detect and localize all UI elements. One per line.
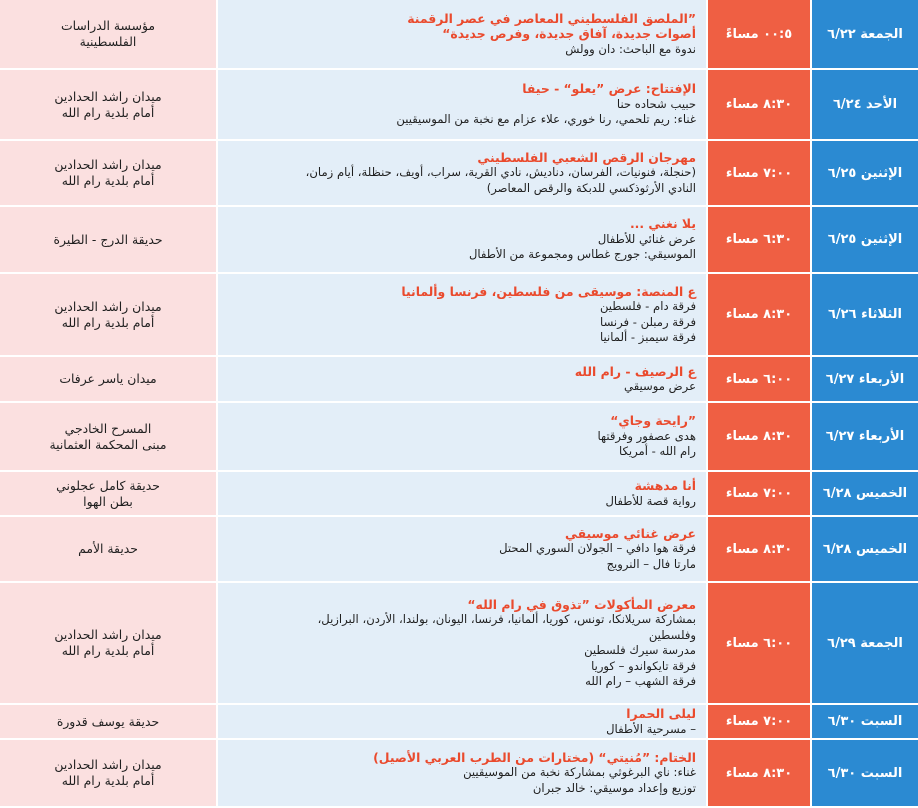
event-detail: غناء: ناي البرغوثي بمشاركة نخبة من الموسيقيين xyxy=(463,765,696,780)
schedule-row xyxy=(0,403,918,472)
venue-line: حديقة الأمم xyxy=(78,541,138,556)
venue-line: ميدان راشد الحدادين xyxy=(54,757,162,772)
event-title: ليلى الحمرا xyxy=(626,706,696,721)
venue-line: أمام بلدية رام الله xyxy=(61,773,155,788)
event-cell xyxy=(216,740,706,806)
venue-line: مبنى المحكمة العثمانية xyxy=(49,436,167,452)
event-detail: الموسيقي: جورج غطاس ومجموعة من الأطفال xyxy=(468,247,696,262)
event-detail: فرقة تايكواندو – كوريا xyxy=(591,658,696,673)
venue-line: ميدان راشد الحدادين xyxy=(54,627,162,642)
event-cell xyxy=(216,207,706,272)
day-date-cell: الجمعة ٦/٢٢ xyxy=(810,0,918,68)
venue-cell xyxy=(0,705,216,738)
event-cell xyxy=(216,705,706,738)
event-cell xyxy=(216,403,706,470)
event-cell xyxy=(216,70,706,139)
venue-cell xyxy=(0,70,216,139)
venue-cell xyxy=(0,583,216,703)
event-detail: فرقة سيمبز - ألمانيا xyxy=(600,330,696,344)
schedule-row xyxy=(0,274,918,357)
event-detail: وفلسطين xyxy=(648,627,696,642)
day-date-cell: الثلاثاء ٦/٢٦ xyxy=(810,274,918,355)
day-date-cell: الأحد ٦/٢٤ xyxy=(810,70,918,139)
event-title: أنا مدهشة xyxy=(634,478,696,493)
venue-line: المسرح الخادجي xyxy=(64,420,152,436)
time-cell: ٧:٠٠ مساء xyxy=(706,705,810,738)
event-detail: النادي الأرثوذكسي للدبكة والرقص المعاصر) xyxy=(486,180,696,195)
event-detail: توزيع وإعداد موسيقي: خالد جبران xyxy=(532,780,696,795)
event-detail: فرقة دام - فلسطين xyxy=(599,299,696,314)
venue-line: حديقة كامل عجلوني xyxy=(56,477,160,493)
schedule-row xyxy=(0,0,918,70)
venue-cell xyxy=(0,274,216,355)
venue-cell xyxy=(0,740,216,806)
event-title: يلا نغني ... xyxy=(629,216,696,232)
venue-line: أمام بلدية رام الله xyxy=(61,173,155,188)
event-cell xyxy=(216,472,706,515)
event-detail: حبيب شحاده حنا xyxy=(616,96,696,111)
time-cell: ٠٠:٥ مساءً xyxy=(706,0,810,68)
event-title: الإفتتاح: عرض ”يعلو“ - حيفا xyxy=(522,81,696,97)
event-title: مهرجان الرقص الشعبي الفلسطيني xyxy=(477,149,696,165)
schedule-row xyxy=(0,70,918,141)
time-cell: ٨:٣٠ مساء xyxy=(706,740,810,806)
time-cell: ٨:٣٠ مساء xyxy=(706,517,810,581)
venue-line: أمام بلدية رام الله xyxy=(61,643,155,658)
day-date-cell: الإثنين ٦/٢٥ xyxy=(810,207,918,272)
event-cell xyxy=(216,517,706,581)
time-cell: ٨:٣٠ مساء xyxy=(706,70,810,139)
event-detail: ندوة مع الباحث: دان وولش xyxy=(565,41,696,56)
schedule-row xyxy=(0,740,918,808)
venue-line: مؤسسة الدراسات xyxy=(60,18,156,33)
venue-line: حديقة يوسف قدورة xyxy=(56,713,160,729)
event-detail: عرض غنائي للأطفال xyxy=(597,231,696,246)
schedule-row xyxy=(0,517,918,583)
event-title: عرض غنائي موسيقي xyxy=(565,525,696,541)
day-date-cell: الأربعاء ٦/٢٧ xyxy=(810,403,918,470)
event-detail: رواية قصة للأطفال xyxy=(605,493,696,508)
event-title: ع الرصيف - رام الله xyxy=(574,363,696,379)
venue-line: ميدان راشد الحدادين xyxy=(54,88,162,104)
event-cell xyxy=(216,274,706,355)
event-cell xyxy=(216,0,706,68)
event-detail: عرض موسيقي xyxy=(624,379,696,394)
venue-cell xyxy=(0,207,216,272)
venue-line: ميدان راشد الحدادين xyxy=(54,298,162,314)
event-title: أصوات جديدة، آفاق جديدة، وفرص جديدة“ xyxy=(442,26,696,42)
event-detail: (حنجلة، فنونيات، الفرسان، دناديش، نادي القرية، سراب، أويف، حنظلة، أيام زمان، xyxy=(305,165,696,180)
venue-line: ميدان راشد الحدادين xyxy=(54,157,162,172)
event-title: ”رايحة وجاي“ xyxy=(610,413,696,429)
day-date-cell: الخميس ٦/٢٨ xyxy=(810,517,918,581)
schedule-row xyxy=(0,583,918,705)
time-cell: ٦:٠٠ مساء xyxy=(706,583,810,703)
event-title: معرض المأكولات ”تذوق في رام الله“ xyxy=(467,596,696,612)
venue-line: ميدان ياسر عرفات xyxy=(59,371,157,386)
day-date-cell: الخميس ٦/٢٨ xyxy=(810,472,918,515)
venue-cell xyxy=(0,517,216,581)
event-detail: مارتا فال – النرويج xyxy=(606,556,696,571)
time-cell: ٧:٠٠ مساء xyxy=(706,472,810,515)
schedule-row xyxy=(0,207,918,274)
schedule-row xyxy=(0,141,918,207)
time-cell: ٦:٠٠ مساء xyxy=(706,357,810,401)
event-detail: فرقة الشهب – رام الله xyxy=(585,673,696,688)
venue-cell xyxy=(0,403,216,470)
event-cell xyxy=(216,141,706,205)
time-cell: ٧:٠٠ مساء xyxy=(706,141,810,205)
event-detail: رام الله - أمريكا xyxy=(618,444,696,459)
venue-line: حديقة الدرج - الطيرة xyxy=(53,231,163,247)
event-title: ع المنصة: موسيقى من فلسطين، فرنسا وألمانيا xyxy=(401,283,696,299)
schedule-row xyxy=(0,705,918,740)
day-date-cell: الأربعاء ٦/٢٧ xyxy=(810,357,918,401)
venue-cell xyxy=(0,141,216,205)
time-cell: ٦:٣٠ مساء xyxy=(706,207,810,272)
event-cell xyxy=(216,583,706,703)
time-cell: ٨:٣٠ مساء xyxy=(706,274,810,355)
venue-line: أمام بلدية رام الله xyxy=(61,104,155,120)
day-date-cell: السبت ٦/٣٠ xyxy=(810,705,918,738)
event-detail: – مسرحية الأطفال xyxy=(606,721,696,736)
schedule-row xyxy=(0,357,918,403)
event-title: الختام: ”مُنيتي“ (مختارات من الطرب العربي الأصيل) xyxy=(373,749,696,765)
venue-line: بطن الهوا xyxy=(83,493,133,509)
event-detail: غناء: ريم تلحمي، رنا خوري، علاء عزام مع نخبة من الموسيقيين xyxy=(396,112,696,127)
venue-cell xyxy=(0,357,216,401)
event-detail: هدى عصفور وفرقتها xyxy=(597,428,696,443)
event-detail: فرقة هوا دافي – الجولان السوري المحتل xyxy=(499,541,696,556)
event-detail: مدرسة سيرك فلسطين xyxy=(584,643,696,658)
event-detail: فرقة رمبلن - فرنسا xyxy=(600,314,696,329)
venue-line: أمام بلدية رام الله xyxy=(61,314,155,330)
day-date-cell: الإثنين ٦/٢٥ xyxy=(810,141,918,205)
event-detail: بمشاركة سريلانكا، تونس، كوريا، ألمانيا، فرنسا، اليونان، بولندا، الأردن، البرازيل، xyxy=(317,612,696,627)
venue-cell xyxy=(0,472,216,515)
day-date-cell: السبت ٦/٣٠ xyxy=(810,740,918,806)
schedule-row xyxy=(0,472,918,517)
event-title: ”الملصق الفلسطيني المعاصر في عصر الرقمنة xyxy=(407,10,696,26)
venue-line: الفلسطينية xyxy=(79,34,137,49)
day-date-cell: الجمعة ٦/٢٩ xyxy=(810,583,918,703)
event-cell xyxy=(216,357,706,401)
venue-cell xyxy=(0,0,216,68)
time-cell: ٨:٣٠ مساء xyxy=(706,403,810,470)
